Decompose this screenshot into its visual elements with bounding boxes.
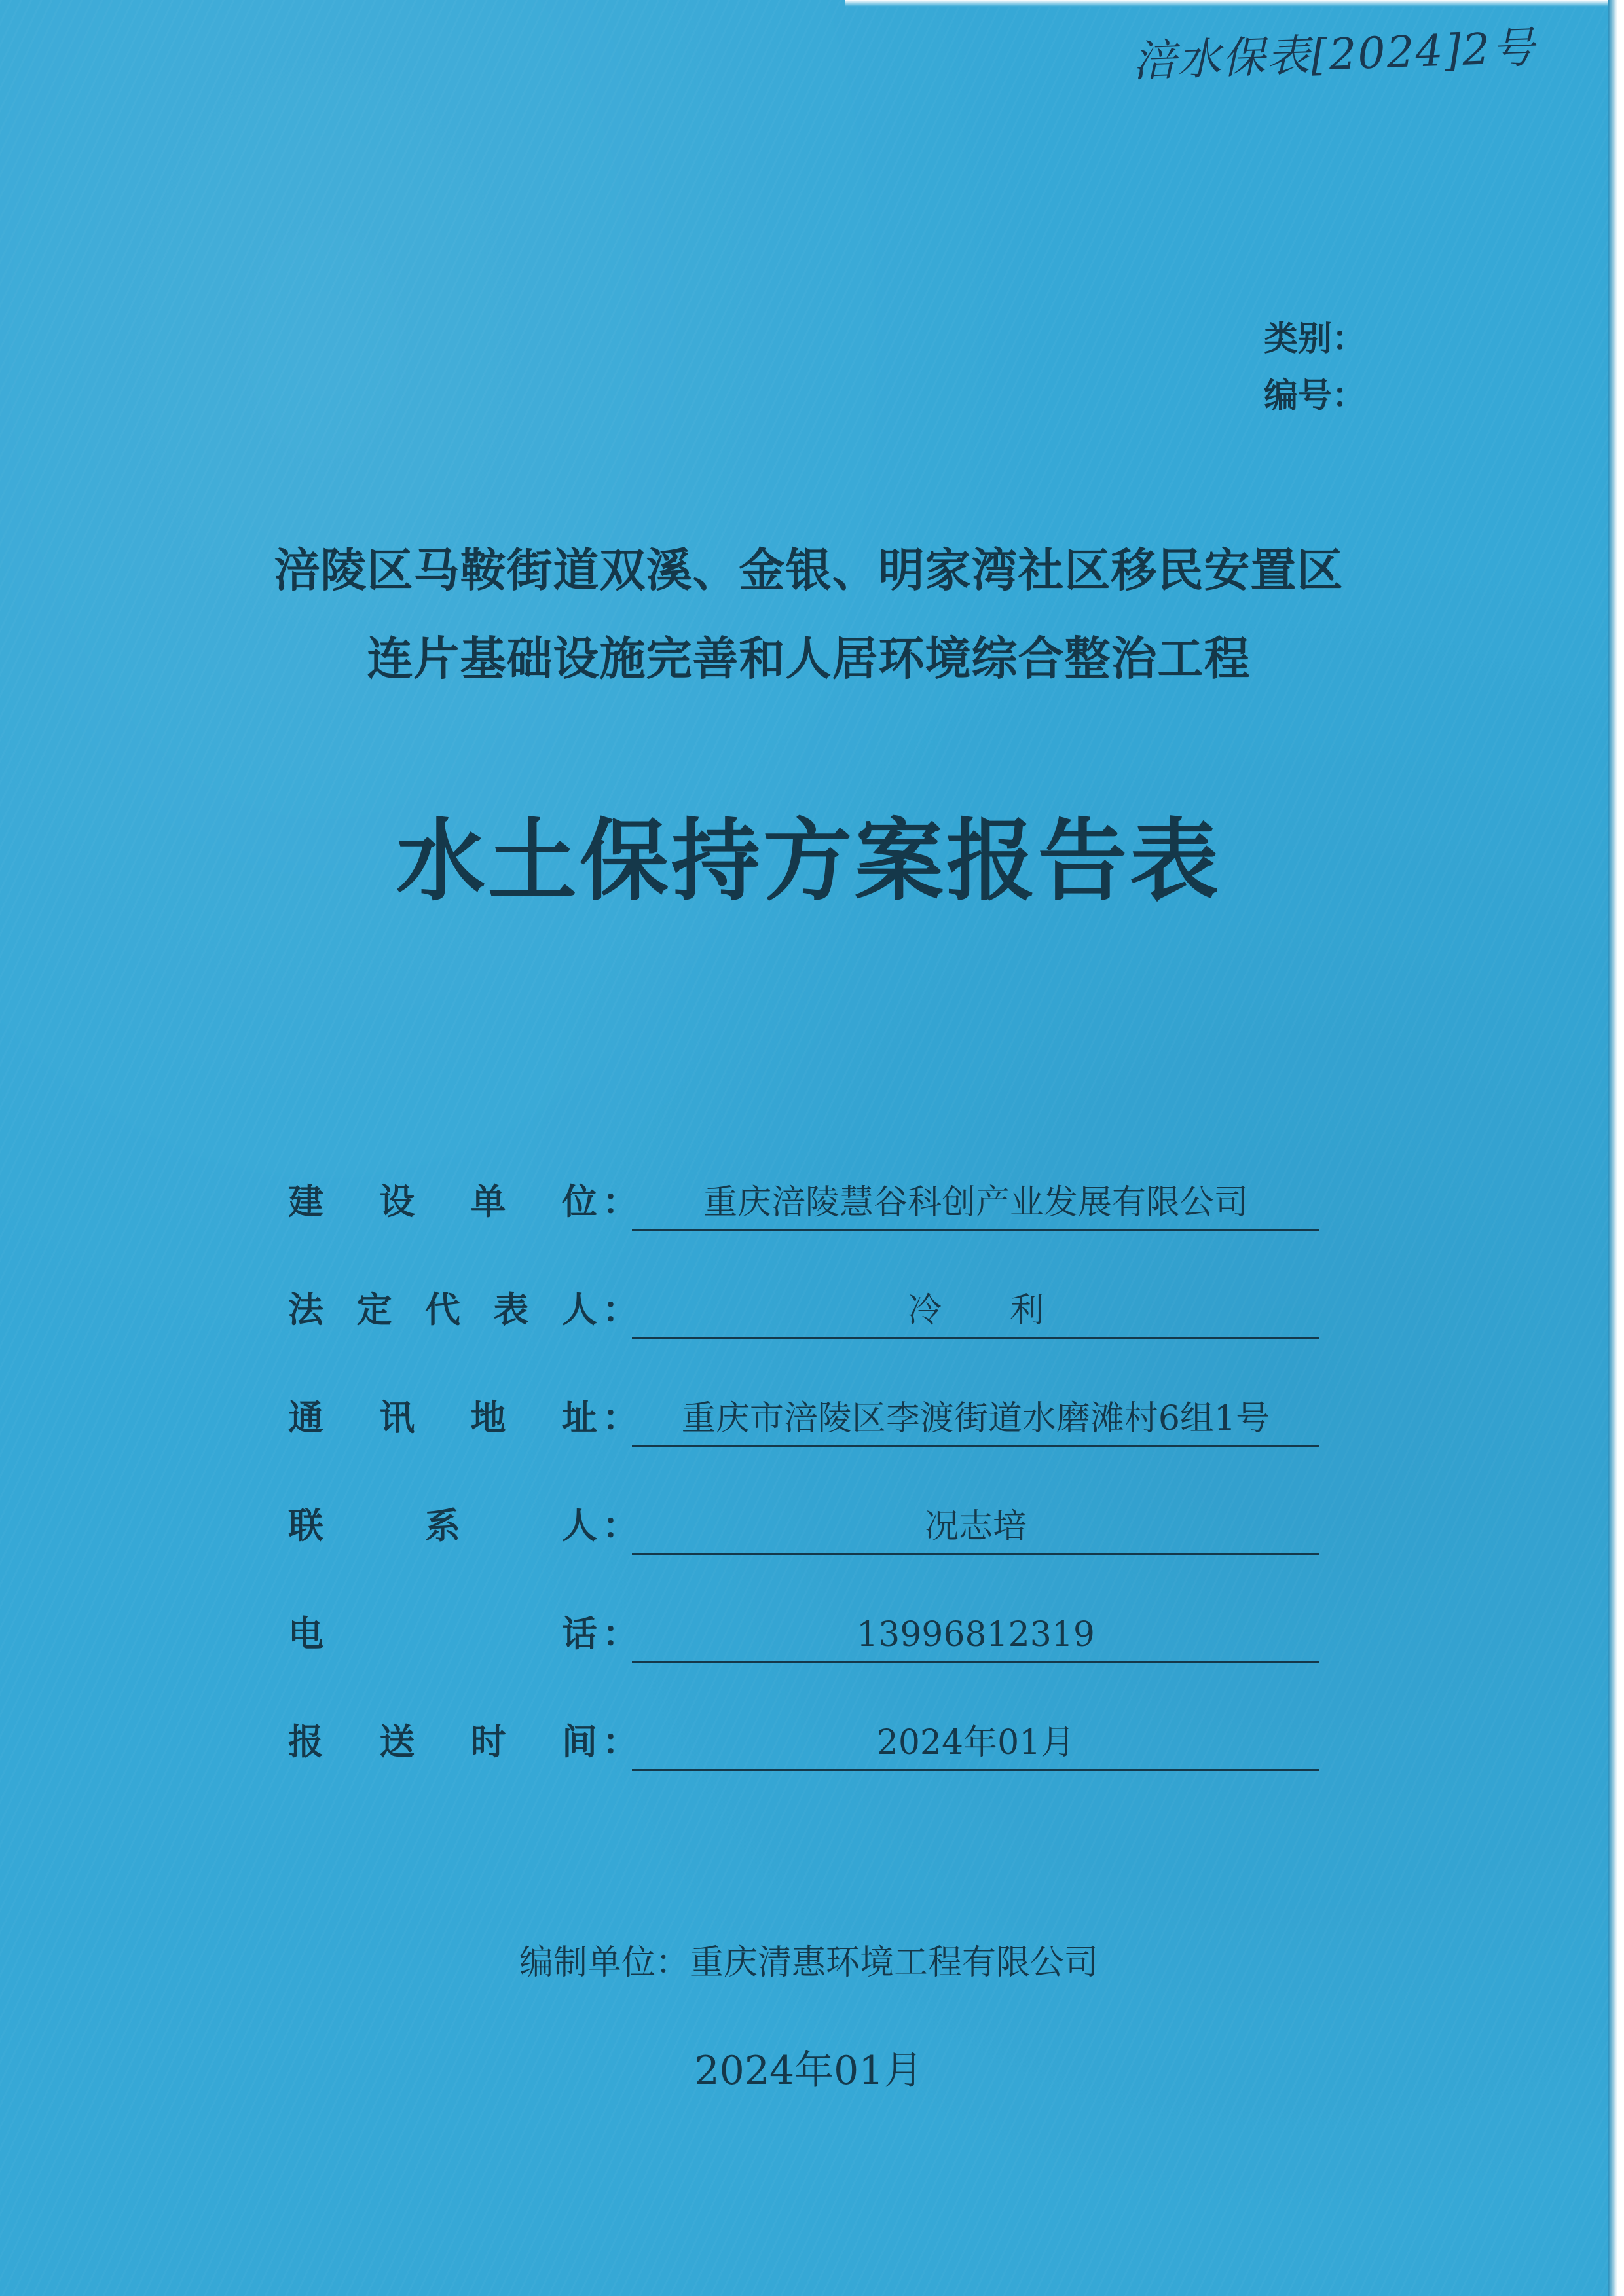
- field-value-construction-unit: 重庆涪陵慧谷科创产业发展有限公司: [632, 1176, 1320, 1231]
- project-title-line-2: 连片基础设施完善和人居环境综合整治工程: [367, 632, 1251, 685]
- label-char: 代: [425, 1288, 460, 1330]
- label-colon: ：: [602, 1180, 638, 1222]
- paper-edge-top: [845, 0, 1617, 7]
- label-char: 送: [379, 1721, 415, 1762]
- category-label: 类别：: [1264, 319, 1367, 359]
- label-char: 系: [425, 1504, 460, 1546]
- label-char: 设: [379, 1180, 415, 1222]
- field-label: [288, 1390, 638, 1440]
- field-value-contact-person: 况志培: [632, 1501, 1320, 1555]
- field-value-legal-representative: 冷 利: [632, 1285, 1320, 1339]
- compiler-unit: 编制单位：重庆清惠环境工程有限公司: [519, 1943, 1098, 1982]
- label-char: 人: [562, 1504, 597, 1546]
- label-char: 地: [470, 1396, 506, 1438]
- field-telephone: [288, 1604, 1323, 1663]
- label-char: 通: [288, 1396, 323, 1438]
- field-value-telephone: 13996812319: [632, 1609, 1320, 1663]
- label-char: 址: [561, 1396, 597, 1438]
- field-label: [288, 1714, 638, 1764]
- field-label: [288, 1174, 638, 1224]
- label-colon: ：: [602, 1613, 638, 1654]
- label-char: 联: [288, 1504, 323, 1546]
- label-char: 话: [562, 1613, 597, 1654]
- field-value-submission-date: 2024年01月: [632, 1717, 1320, 1771]
- label-colon: ：: [602, 1288, 638, 1330]
- label-char: 建: [288, 1180, 323, 1222]
- label-char: 讯: [379, 1396, 415, 1438]
- field-value-address: 重庆市涪陵区李渡街道水磨滩村6组1号: [632, 1393, 1320, 1447]
- label-char: 定: [356, 1288, 392, 1330]
- field-label: [288, 1498, 638, 1548]
- field-label: [288, 1282, 638, 1332]
- label-char: 单: [470, 1180, 506, 1222]
- label-colon: ：: [602, 1396, 638, 1438]
- label-char: 电: [288, 1613, 323, 1654]
- label-char: 时: [470, 1721, 506, 1762]
- field-address: [288, 1388, 1323, 1447]
- label-char: 法: [288, 1288, 323, 1330]
- label-char: 表: [493, 1288, 529, 1330]
- compiler-date: 2024年01月: [694, 2048, 923, 2094]
- label-char: 间: [561, 1721, 597, 1762]
- field-submission-date: [288, 1712, 1323, 1771]
- field-label: [288, 1606, 638, 1656]
- handwritten-file-number: 涪水保表[2024]2号: [1132, 22, 1537, 87]
- number-label: 编号：: [1264, 376, 1367, 416]
- label-colon: ：: [602, 1504, 638, 1546]
- project-title-line-1: 涪陵区马鞍街道双溪、金银、明家湾社区移民安置区: [274, 543, 1344, 597]
- label-char: 报: [288, 1721, 323, 1762]
- field-contact-person: [288, 1496, 1323, 1555]
- document-title: 水土保持方案报告表: [396, 810, 1221, 913]
- label-colon: ：: [602, 1721, 638, 1762]
- field-construction-unit: [288, 1172, 1323, 1231]
- field-legal-representative: [288, 1280, 1323, 1339]
- label-char: 人: [562, 1288, 597, 1330]
- label-char: 位: [561, 1180, 597, 1222]
